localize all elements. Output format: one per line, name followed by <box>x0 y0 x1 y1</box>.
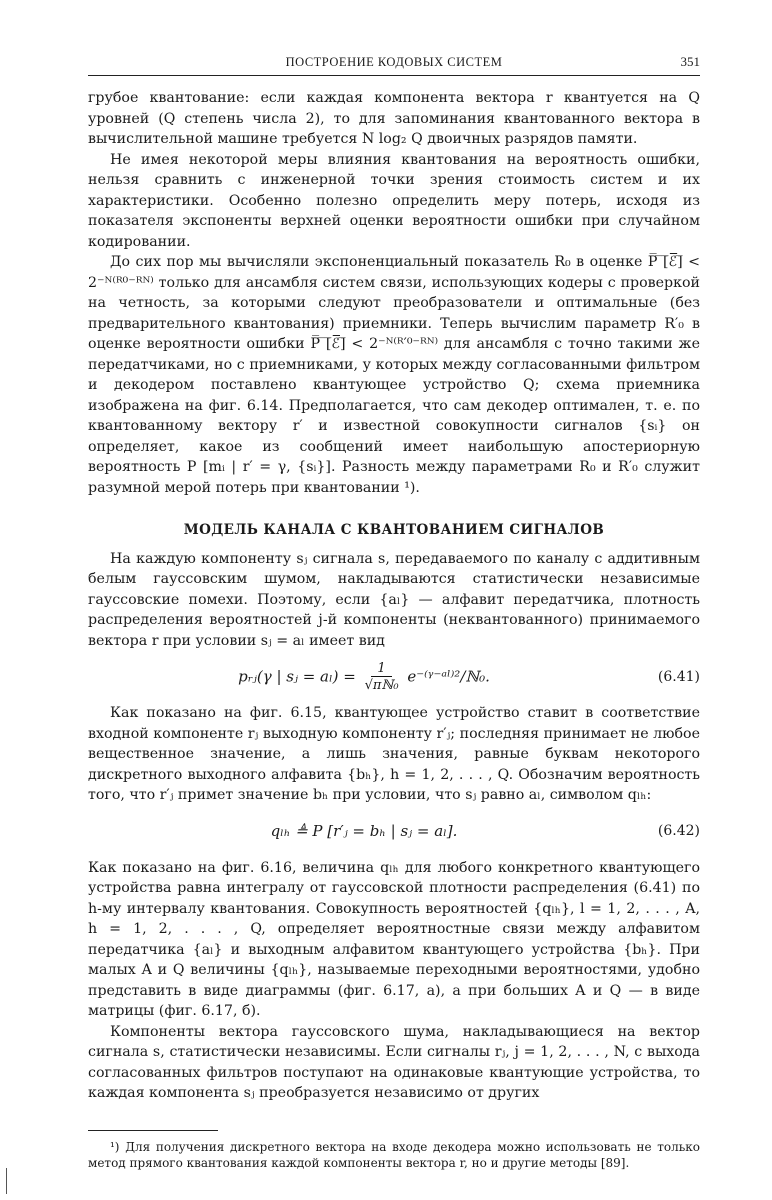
paragraph-4: На каждую компоненту sⱼ сигнала s, передаваемого по каналу с аддитивным белым гауссовским шумом, накладываются статистически независимые гауссовские помехи. Поэтому, если {aₗ} — алфавит передатчика, плотность распределения вероятностей j-й компоненты (неквантованного) принимаемого вектора r при условии sⱼ = aₗ имеет вид <box>88 550 700 649</box>
paragraph-7: Компоненты вектора гауссовского шума, накладывающиеся на вектор сигнала s, статистически независимы. Если сигналы rⱼ, j = 1, 2, . . . , N, с выхода согласованных фильтров поступают на одинаковые квантующие устройства, то каждая компонента sⱼ преобразуется независимо от других <box>88 1023 700 1101</box>
equation-6-42 <box>88 810 700 854</box>
book-page <box>88 54 700 1171</box>
eq641-rhs: e⁻⁽ᵞ⁻ᵃˡ⁾²/ℕ₀. <box>407 667 490 685</box>
paragraph-5: Как показано на фиг. 6.15, квантующее устройство ставит в соответствие входной компоненте rⱼ выходную компоненту r′ⱼ; последняя принимает не любое вещественное значение, а лишь значения, равные буквам некоторого дискретного выходного алфавита {bₕ}, h = 1, 2, . . . , Q. Обозначим вероятность того, что r′ⱼ примет значение bₕ при условии, что sⱼ равно aₗ, символом qₗₕ: <box>88 705 700 803</box>
eq641-lhs: pᵣⱼ(γ | sⱼ = aₗ) = <box>238 667 356 685</box>
paragraph-3: До сих пор мы вычисляли экспоненциальный показатель R₀ в оценке P̅ ̅[̅ℰ̅]̅ < 2⁻ᴺ⁽ᴿ⁰⁻ᴿᴺ⁾ только для ансамбля систем связи, использующих кодеры с проверкой на четность, за которыми следуют преобразователи и оптимальные (без предварительного квантования) приемники. Теперь вычислим параметр R′₀ в оценке вероятности ошибки P̅ ̅[̅ℰ̅]̅ < 2⁻ᴺ⁽ᴿ′⁰⁻ᴿᴺ⁾ для ансамбля с точно такими же передатчиками, но с приемниками, у которых между согласованными фильтром и декодером поставлено квантующее устройство Q; схема приемника изображена на фиг. 6.14. Предполагается, что сам декодер оптимален, т. е. по квантованному вектору r′ и известной совокупности сигналов {sᵢ} он определяет, какое из сообщений имеет наибольшую апостериорную вероятность P [mᵢ | r′ = γ, {sᵢ}]. Разность между параметрами R₀ и R′₀ служит разумной мерой потерь при квантовании ¹). <box>88 254 700 496</box>
running-header <box>88 54 700 76</box>
page-edge-mark <box>6 1168 7 1194</box>
paragraph-1: грубое квантование: если каждая компонента вектора r квантуется на Q уровней (Q степень числа 2), то для запоминания квантованного вектора в вычислительной машине требуется N log₂ Q двоичных разрядов памяти. <box>88 90 700 147</box>
equation-6-42-body: qₗₕ ≜ P [r′ⱼ = bₕ | sⱼ = aₗ]. <box>270 822 458 841</box>
header-title: ПОСТРОЕНИЕ КОДОВЫХ СИСТЕМ <box>285 55 503 69</box>
equation-6-41-body <box>88 661 640 694</box>
paragraph-6: Как показано на фиг. 6.16, величина qₗₕ для любого конкретного квантующего устройства равна интегралу от гауссовской плотности распределения (6.41) по h-му интервалу квантования. Совокупность вероятностей {qₗₕ}, l = 1, 2, . . . , A, h = 1, 2, . . . , Q, определяет вероятностные связи между алфавитом передатчика {aₗ} и выходным алфавитом квантующего устройства {bₕ}. При малых A и Q величины {qₗₕ}, называемые переходными вероятностями, удобно представить в виде диаграммы (фиг. 6.17, а), а при больших A и Q — в виде матрицы (фиг. 6.17, б). <box>88 859 700 1019</box>
page-body <box>88 88 700 1104</box>
paragraph-2: Не имея некоторой меры влияния квантования на вероятность ошибки, нельзя сравнить с инженерной точки зрения стоимость систем и их характеристики. Особенно полезно определить меру потерь, исходя из показателя экспоненты верхней оценки вероятности ошибки при случайном кодировании. <box>88 151 700 250</box>
section-heading: МОДЕЛЬ КАНАЛА С КВАНТОВАНИЕМ СИГНАЛОВ <box>183 522 605 538</box>
equation-6-41 <box>88 655 700 699</box>
footnote: ¹) Для получения дискретного вектора на входе декодера можно использовать не только метод прямого квантования каждой компоненты вектора r, но и другие методы [89]. <box>88 1139 700 1170</box>
eq641-fraction <box>365 661 399 694</box>
footnote-rule <box>88 1130 218 1131</box>
eq641-denominator: √πℕ₀ <box>364 677 399 693</box>
page-number: 351 <box>680 54 700 69</box>
eq641-numerator: 1 <box>371 661 391 677</box>
equation-6-41-number: (6.41) <box>657 668 700 685</box>
equation-6-42-number: (6.42) <box>657 823 700 840</box>
